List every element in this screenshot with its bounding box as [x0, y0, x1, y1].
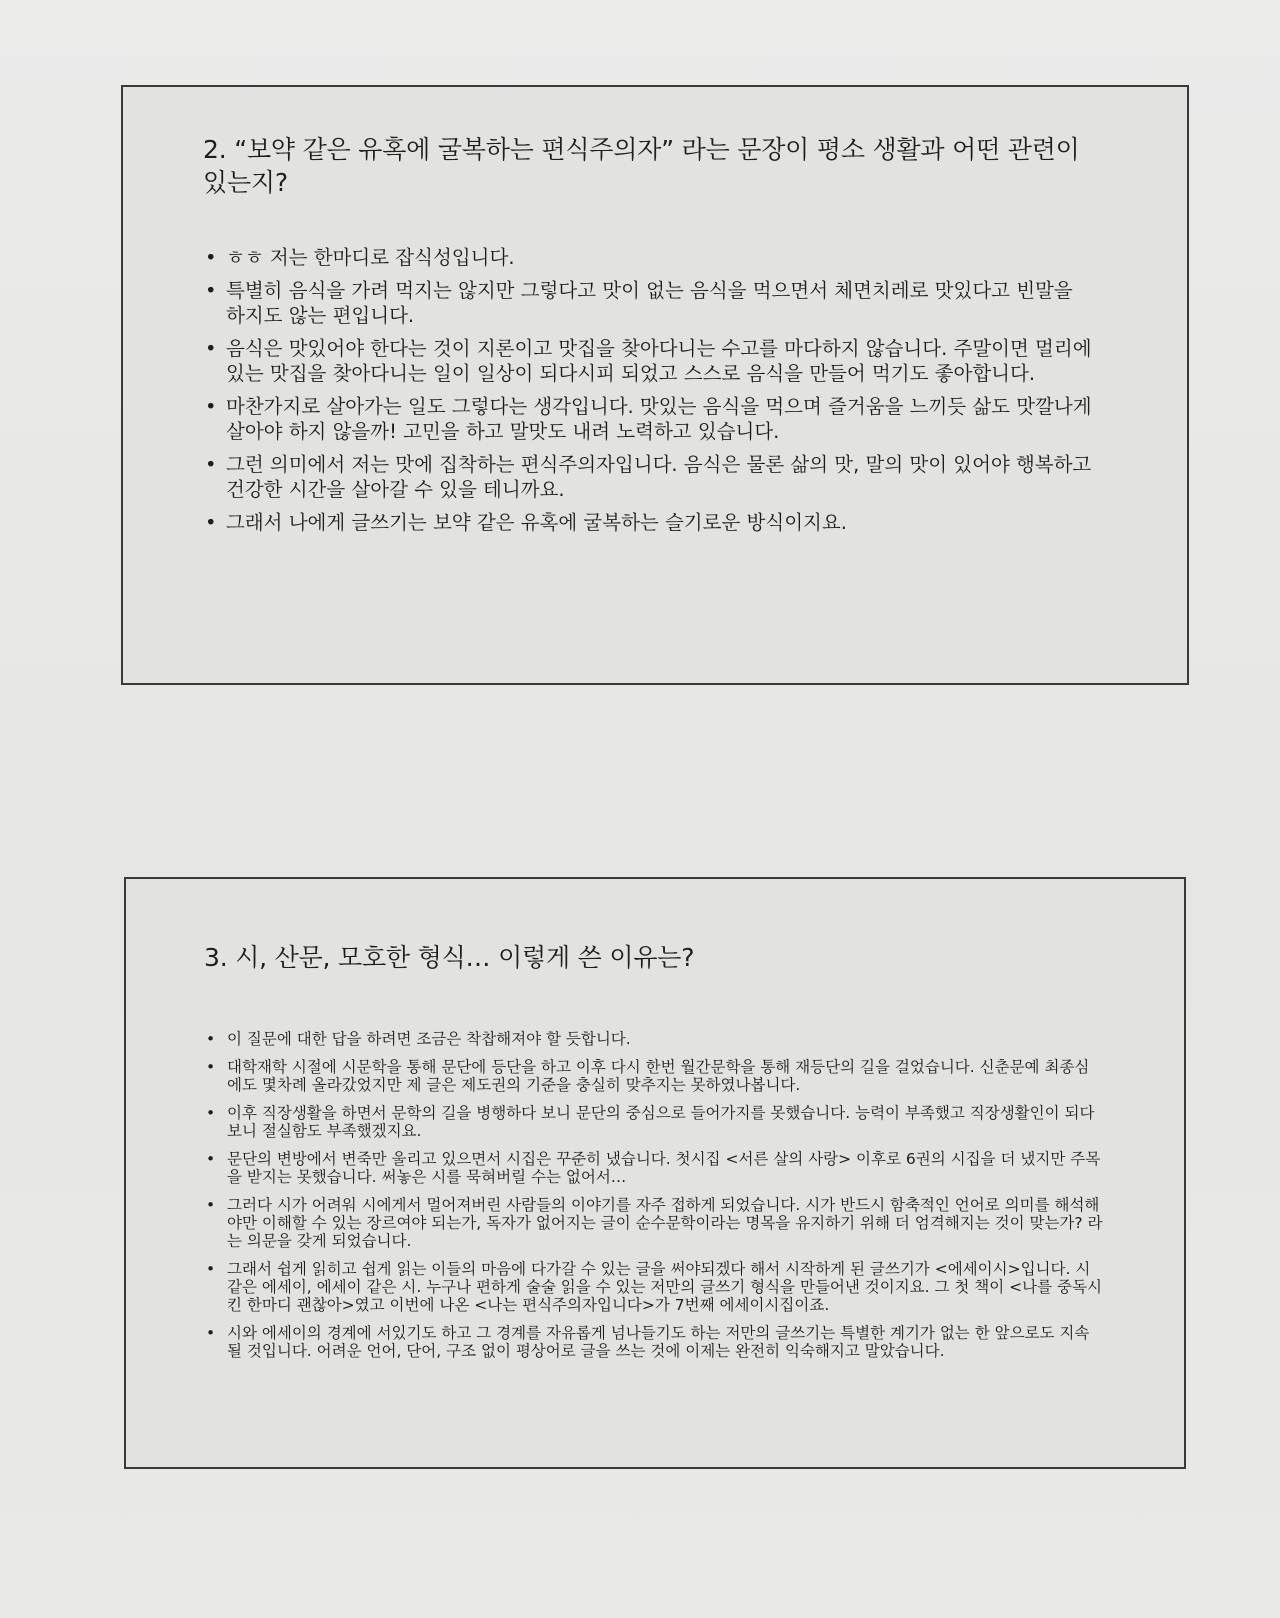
bullet-icon: • — [205, 337, 217, 360]
slide-question-2 — [121, 85, 1189, 685]
list-item — [203, 510, 1093, 535]
bullet-icon: • — [205, 395, 217, 418]
list-item — [204, 1324, 1104, 1360]
slide-question-3 — [124, 877, 1186, 1469]
list-item-text: 이후 직장생활을 하면서 문학의 길을 병행하다 보니 문단의 중심으로 들어가지를 못했습니다. 능력이 부족했고 직장생활인이 되다보니 절실함도 부족했겠지요. — [227, 1104, 1095, 1140]
bullet-icon: • — [205, 279, 217, 302]
bullet-list — [204, 1030, 1104, 1360]
list-item-text: 그러다 시가 어려워 시에게서 멀어져버린 사람들의 이야기를 자주 접하게 되었습니다. 시가 반드시 함축적인 언어로 의미를 해석해야만 이해할 수 있는 장르여야 되는가, 독자가 없어지는 글이 순수문학이라는 명목을 유지하기 위해 더 엄격해지는 것이 맞는가? 라는 의문을 갖게 되었습니다. — [227, 1196, 1103, 1250]
list-item — [204, 1058, 1104, 1094]
list-item-text: 시와 에세이의 경계에 서있기도 하고 그 경계를 자유롭게 넘나들기도 하는 저만의 글쓰기는 특별한 계기가 없는 한 앞으로도 지속될 것입니다. 어려운 언어, 단어, 구조 없이 평상어로 글을 쓰는 것에 이제는 완전히 익숙해지고 말았습니다. — [227, 1324, 1090, 1360]
list-item — [204, 1104, 1104, 1140]
bullet-icon: • — [205, 511, 217, 534]
list-item — [203, 394, 1093, 444]
list-item-text: ㅎㅎ 저는 한마디로 잡식성입니다. — [226, 246, 515, 269]
slide-title: 3. 시, 산문, 모호한 형식… 이렇게 쓴 이유는? — [204, 943, 695, 972]
bullet-icon: • — [206, 1196, 216, 1214]
list-item — [204, 1196, 1104, 1250]
bullet-list — [203, 245, 1093, 535]
list-item — [203, 336, 1093, 386]
list-item-text: 특별히 음식을 가려 먹지는 않지만 그렇다고 맛이 없는 음식을 먹으면서 체면치레로 맛있다고 빈말을 하지도 않는 편입니다. — [226, 279, 1073, 327]
list-item — [204, 1150, 1104, 1186]
bullet-icon: • — [205, 246, 217, 269]
bullet-icon: • — [206, 1058, 216, 1076]
list-item-text: 마찬가지로 살아가는 일도 그렇다는 생각입니다. 맛있는 음식을 먹으며 즐거움을 느끼듯 삶도 맛깔나게 살아야 하지 않을까! 고민을 하고 말맛도 내려 노력하고 있습니다. — [226, 395, 1092, 443]
list-item — [203, 245, 1093, 270]
list-item — [203, 278, 1093, 328]
bullet-icon: • — [206, 1150, 216, 1168]
bullet-icon: • — [205, 453, 217, 476]
slide-title: 2. “보약 같은 유혹에 굴복하는 편식주의자” 라는 문장이 평소 생활과 어떤 관련이 있는지? — [203, 135, 1080, 197]
list-item-text: 대학재학 시절에 시문학을 통해 문단에 등단을 하고 이후 다시 한번 월간문학을 통해 재등단의 길을 걸었습니다. 신춘문예 최종심에도 몇차례 올라갔었지만 제 글은 제도권의 기준을 충실히 맞추지는 못하였나봅니다. — [227, 1058, 1090, 1094]
bullet-icon: • — [206, 1030, 216, 1048]
list-item-text: 그래서 쉽게 읽히고 쉽게 읽는 이들의 마음에 다가갈 수 있는 글을 써야되겠다 해서 시작하게 된 글쓰기가 <에세이시>입니다. 시 같은 에세이, 에세이 같은 시. 누구나 편하게 술술 읽을 수 있는 저만의 글쓰기 형식을 만들어낸 것이지요. 그 첫 책이 <나를 중독시킨 한마디 괜찮아>였고 이번에 나온 <나는 편식주의자입니다>가 7번째 에세이시집이죠. — [227, 1260, 1102, 1314]
list-item — [203, 452, 1093, 502]
bullet-icon: • — [206, 1260, 216, 1278]
bullet-icon: • — [206, 1324, 216, 1342]
list-item — [204, 1030, 1104, 1048]
list-item-text: 문단의 변방에서 변죽만 울리고 있으면서 시집은 꾸준히 냈습니다. 첫시집 <서른 살의 사랑> 이후로 6권의 시집을 더 냈지만 주목을 받지는 못했습니다. 써놓은 시를 묵혀버릴 수는 없어서… — [227, 1150, 1101, 1186]
bullet-icon: • — [206, 1104, 216, 1122]
list-item-text: 이 질문에 대한 답을 하려면 조금은 착찹해져야 할 듯합니다. — [227, 1030, 631, 1048]
list-item-text: 그런 의미에서 저는 맛에 집착하는 편식주의자입니다. 음식은 물론 삶의 맛, 말의 맛이 있어야 행복하고 건강한 시간을 살아갈 수 있을 테니까요. — [226, 453, 1092, 501]
list-item — [204, 1260, 1104, 1314]
list-item-text: 그래서 나에게 글쓰기는 보약 같은 유혹에 굴복하는 슬기로운 방식이지요. — [226, 511, 847, 534]
list-item-text: 음식은 맛있어야 한다는 것이 지론이고 맛집을 찾아다니는 수고를 마다하지 않습니다. 주말이면 멀리에 있는 맛집을 찾아다니는 일이 일상이 되다시피 되었고 스스로 음식을 만들어 먹기도 좋아합니다. — [226, 337, 1092, 385]
